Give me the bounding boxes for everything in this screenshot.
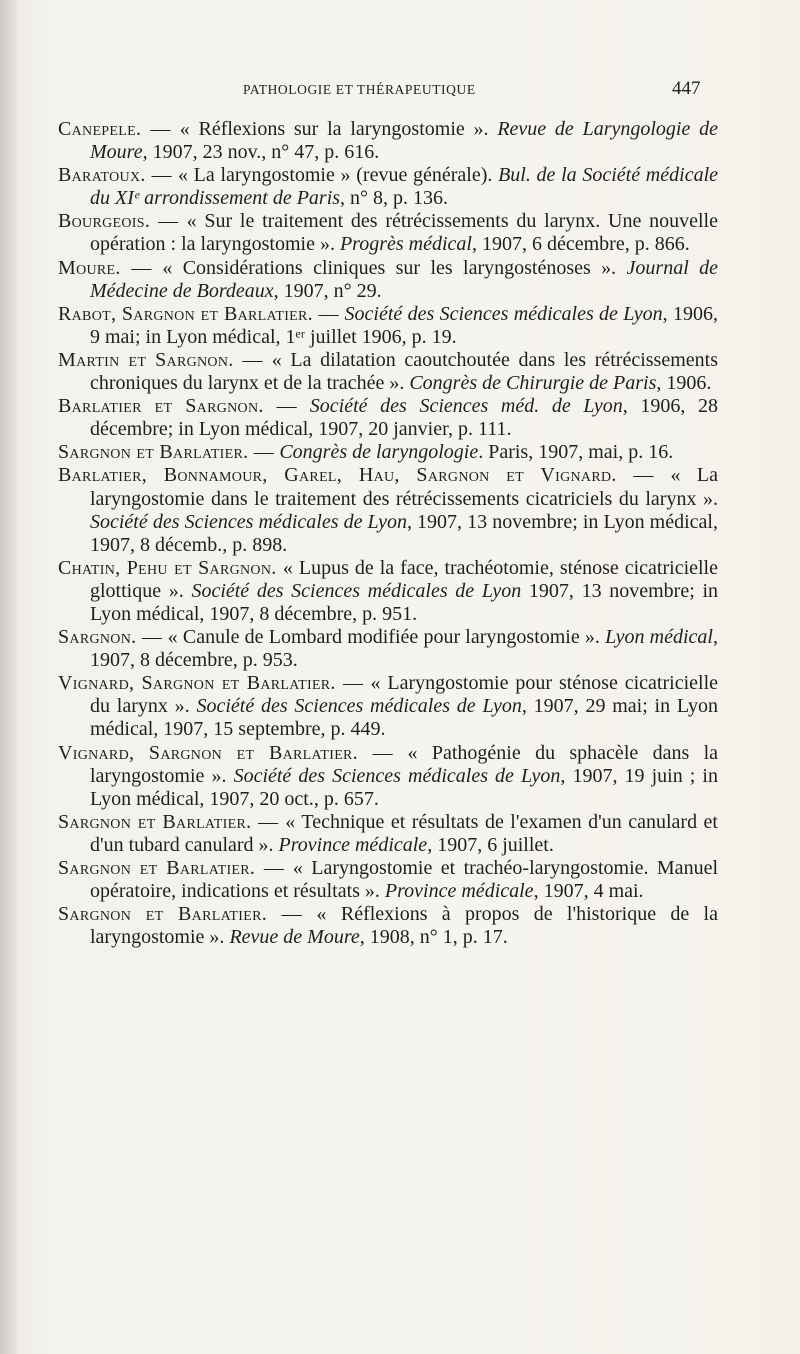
entry-rest: , 1907, 19 juin ; in Lyon médical, 1907, 20 oct., p. 657. (90, 764, 718, 810)
entry-text: « Canule de Lombard modifiée pour laryngostomie ». (167, 626, 606, 649)
entry-text: « Considérations cliniques sur les laryngosténoses ». (162, 256, 627, 279)
entry-journal: Société des Sciences médicales de Lyon (90, 510, 407, 533)
bibliography-entry (58, 210, 718, 256)
entry-text: « Laryngostomie et trachéo-laryngostomie. Manuel opératoire, indications et résultats ». (90, 857, 718, 903)
entry-authors: Sargnon et Barlatier. — (58, 903, 317, 926)
entry-text: « La laryngostomie » (revue générale). (177, 164, 499, 187)
entry-rest: , 1908, n° 1, p. 17. (359, 926, 508, 949)
entry-journal: Société des Sciences médicales de Lyon (344, 302, 663, 325)
page-header (0, 78, 800, 108)
entry-journal: Journal de Médecine de Bordeaux (90, 256, 719, 302)
entry-rest: , 1907, 13 novembre; in Lyon médical, 1907, 8 décemb., p. 898. (90, 510, 718, 556)
bibliography-entry (58, 811, 718, 857)
entry-text: « Sur le traitement des rétrécissements du larynx. Une nouvelle opération : la laryngostomie ». (90, 210, 718, 256)
entry-authors: Vignard, Sargnon et Barlatier. — (58, 741, 408, 764)
bibliography-entry (58, 464, 718, 556)
entry-text: « Pathogénie du sphacèle dans la laryngostomie ». (90, 741, 718, 787)
entry-authors: Sargnon. — (58, 626, 168, 649)
entry-journal: Société des Sciences médicales de Lyon (233, 764, 561, 787)
entry-journal: Société des Sciences méd. de Lyon (309, 395, 623, 418)
entry-journal: Société des Sciences médicales de Lyon (196, 695, 522, 718)
entry-text: « La laryngostomie dans le traitement des rétrécissements cicatriciels du larynx ». (90, 464, 719, 510)
entry-journal: Lyon médical (605, 626, 713, 649)
bibliography-entry (58, 349, 718, 395)
entry-authors: Martin et Sargnon. — (58, 348, 272, 371)
entry-authors: Rabot, Sargnon et Barlatier. — (58, 302, 345, 325)
entry-text: « Laryngostomie pour sténose cicatricielle du larynx ». (90, 672, 718, 718)
entry-text: « La dilatation caoutchoutée dans les rétrécissements chroniques du larynx et de la trachée ». (90, 348, 718, 395)
bibliography-entry (58, 742, 718, 811)
entry-journal: Province médicale (384, 880, 534, 903)
entry-authors: Baratoux. — (58, 164, 178, 187)
entry-rest: , n° 8, p. 136. (340, 187, 449, 210)
bibliography-entry (58, 672, 718, 741)
entry-authors: Vignard, Sargnon et Barlatier. — (58, 672, 371, 695)
entry-authors: Sargnon et Barlatier. — (58, 441, 280, 464)
bibliography-entry (58, 857, 718, 903)
entry-journal: Revue de Moure (229, 926, 360, 949)
entry-rest: , 1906, 9 mai; in Lyon médical, 1ᵉʳ juillet 1906, p. 19. (90, 302, 718, 348)
entry-authors: Moure. — (58, 256, 163, 279)
bibliography-entry (58, 118, 718, 164)
entry-authors: Sargnon et Barlatier. — (58, 810, 286, 833)
entry-text: « Réflexions sur la laryngostomie ». (179, 118, 498, 140)
entry-journal: Congrès de Chirurgie de Paris (409, 372, 657, 395)
entry-text: « Technique et résultats de l'examen d'un canulard et d'un tubard canulard ». (90, 810, 718, 856)
entry-rest: , 1907, 23 nov., n° 47, p. 616. (142, 141, 380, 164)
bibliography-entry (58, 164, 718, 210)
page-gutter-shadow (0, 0, 18, 1354)
entry-rest: , 1906, 28 décembre; in Lyon médical, 1907, 20 janvier, p. 111. (90, 395, 718, 441)
bibliography-entry (58, 395, 718, 441)
bibliography-entry (58, 903, 718, 949)
entry-authors: Chatin, Pehu et Sargnon. (58, 556, 283, 579)
entry-rest: , 1907, n° 29. (273, 279, 382, 302)
entry-authors: Canepele. — (58, 118, 180, 140)
running-title: PATHOLOGIE ET THÉRAPEUTIQUE (243, 82, 476, 97)
entry-journal: Progrès médical (339, 233, 472, 256)
bibliography-entry (58, 257, 718, 303)
entry-journal: Province médicale (278, 833, 428, 856)
entry-text: « Réflexions à propos de l'historique de la laryngostomie ». (90, 903, 718, 949)
entry-rest: 1907, 13 novembre; in Lyon médical, 1907, 8 décembre, p. 951. (90, 579, 718, 625)
entry-rest: , 1907, 29 mai; in Lyon médical, 1907, 15 septembre, p. 449. (90, 695, 719, 741)
entry-rest: , 1907, 4 mai. (533, 880, 644, 903)
bibliography-list (58, 118, 718, 949)
entry-rest: . Paris, 1907, mai, p. 16. (478, 441, 674, 464)
entry-rest: , 1907, 8 décembre, p. 953. (90, 626, 718, 672)
entry-journal: Bul. de la Société médicale du XIᵉ arrondissement de Paris (90, 164, 718, 210)
bibliography-entry (58, 626, 718, 672)
entry-rest: , 1906. (656, 372, 712, 395)
entry-authors: Barlatier, Bonnamour, Garel, Hau, Sargnon et Vignard. — (58, 464, 671, 487)
entry-authors: Bourgeois. — (58, 210, 187, 233)
entry-journal: Société des Sciences médicales de Lyon (191, 579, 522, 602)
entry-rest: , 1907, 6 juillet. (427, 833, 554, 856)
entry-text: « Lupus de la face, trachéotomie, sténose cicatricielle glottique ». (90, 556, 718, 602)
page-number: 447 (672, 78, 701, 99)
entry-authors: Barlatier et Sargnon. — (58, 395, 310, 418)
bibliography-entry (58, 303, 718, 349)
entry-journal: Revue de Laryngologie de Moure (90, 118, 719, 164)
entry-journal: Congrès de laryngologie (279, 441, 479, 464)
entry-authors: Sargnon et Barlatier. — (58, 857, 293, 879)
bibliography-entry (58, 441, 718, 464)
bibliography-entry (58, 557, 718, 626)
entry-rest: , 1907, 6 décembre, p. 866. (471, 233, 690, 256)
